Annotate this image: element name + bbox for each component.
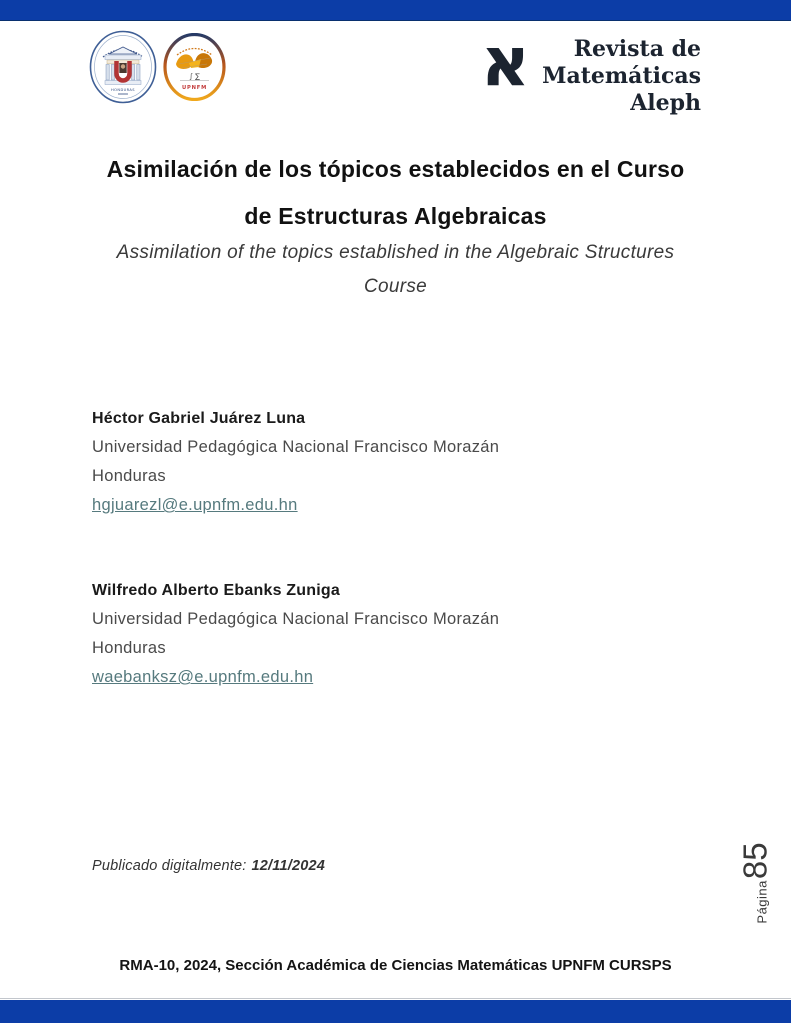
page-number-label: Página	[755, 880, 771, 924]
integral-sigma-icon: ∫ ∑	[189, 72, 200, 81]
page-number-rotated	[737, 842, 775, 923]
author-2-name: Wilfredo Alberto Ebanks Zuniga	[92, 582, 340, 599]
university-seal-icon	[88, 30, 158, 104]
author-1-name: Héctor Gabriel Juárez Luna	[92, 410, 306, 427]
journal-name	[542, 26, 701, 117]
paper-title-spanish-line2: de Estructuras Algebraicas	[244, 203, 547, 229]
paper-title-spanish	[40, 146, 751, 240]
paper-title-english-line2: Course	[363, 276, 428, 297]
paper-title-english	[40, 236, 751, 304]
published-date: 12/11/2024	[251, 858, 326, 874]
published-date-line	[92, 858, 325, 874]
author-2-email-link[interactable]: waebanksz@e.upnfm.edu.hn	[92, 668, 314, 686]
author-block-2	[92, 576, 612, 692]
journal-brand	[480, 23, 701, 117]
bottom-accent-bar	[0, 1000, 791, 1023]
published-label: Publicado digitalmente:	[92, 858, 247, 874]
author-2-affiliation: Universidad Pedagógica Nacional Francisco Morazán	[92, 610, 500, 628]
author-1-country: Honduras	[92, 467, 166, 485]
paper-title-english-line1: Assimilation of the topics established in the Algebraic Structures	[116, 242, 675, 263]
top-accent-bar	[0, 0, 791, 21]
footer-citation: RMA-10, 2024, Sección Académica de Ciencias Matemáticas UPNFM CURSPS	[119, 957, 672, 974]
paper-title-spanish-line1: Asimilación de los tópicos establecidos en el Curso	[106, 156, 685, 182]
journal-name-line1: Revista de	[573, 36, 701, 62]
math-logo-caption: UPNFM	[181, 85, 208, 91]
journal-name-line2: Matemáticas	[542, 63, 701, 89]
author-2-country: Honduras	[92, 639, 166, 657]
journal-name-line3: Aleph	[630, 90, 701, 116]
page-number-value: 85	[737, 842, 775, 880]
math-section-logo-icon	[163, 33, 226, 101]
author-block-1	[92, 404, 612, 520]
seal-caption: HONDURAS	[111, 88, 135, 92]
aleph-icon: א	[480, 23, 531, 102]
author-1-email-link[interactable]: hgjuarezl@e.upnfm.edu.hn	[92, 496, 298, 514]
author-1-affiliation: Universidad Pedagógica Nacional Francisco Morazán	[92, 438, 500, 456]
page-number	[733, 833, 779, 933]
footer-divider	[0, 998, 791, 999]
